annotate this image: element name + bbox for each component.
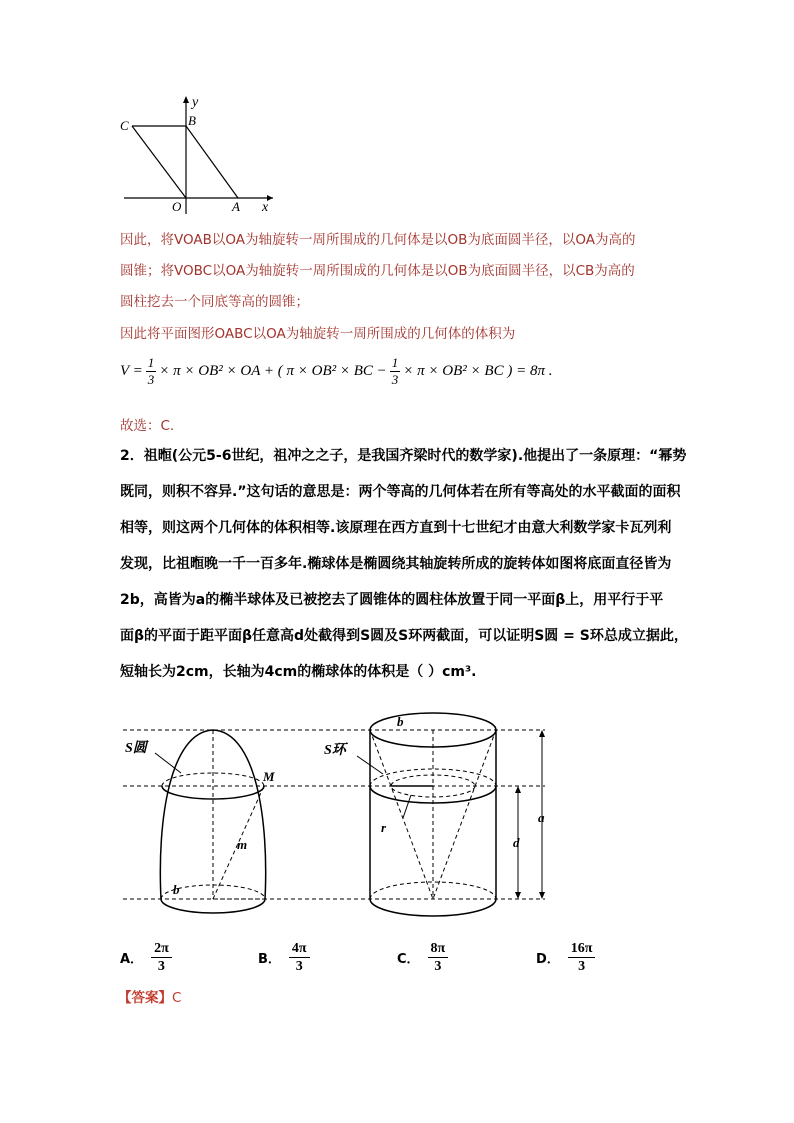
label-s-circle: S圆: [125, 741, 147, 756]
label-c: C: [120, 118, 129, 133]
label-b-left: b: [173, 882, 180, 897]
question-line-2: 既同，则积不容异.”这句话的意思是：两个等高的几何体若在所有等高处的水平截面的面积: [120, 484, 681, 500]
label-r: r: [381, 820, 387, 835]
a-arrow-bottom: [539, 892, 545, 899]
segment-co: [132, 126, 186, 198]
solids-figure: [115, 700, 565, 920]
y-arrow: [183, 96, 189, 103]
label-b: B: [188, 113, 196, 128]
cone-left-edge: [370, 730, 433, 899]
fraction-one-third: $\frac{1}{3}$: [147, 355, 155, 387]
label-a: A: [232, 199, 240, 214]
solution-line-1: 因此，将VOAB以OA为轴旋转一周所围成的几何体是以OB为底面圆半径，以OA为高的: [120, 232, 636, 248]
label-b-top: b: [397, 714, 404, 729]
label-a: a: [538, 810, 545, 825]
solution-line-3: 圆柱挖去一个同底等高的圆锥；: [120, 294, 309, 310]
label-m-segment: m: [237, 837, 248, 852]
label-m-point: M: [263, 769, 275, 784]
answer-line: [118, 986, 181, 1006]
solution-line-2: 圆锥；将VOBC以OA为轴旋转一周所围成的几何体是以OB为底面圆半径，以CB为高的: [120, 263, 635, 279]
d-arrow-top: [515, 786, 521, 793]
a-arrow-top: [539, 730, 545, 737]
cylinder-section-back: [370, 769, 496, 786]
segment-ba: [186, 126, 238, 198]
question-block: [120, 438, 690, 690]
option-d-fraction: $\frac{16\pi}{3}$: [568, 940, 596, 975]
ellipsoid-base-front: [161, 899, 265, 913]
label-x: x: [262, 200, 269, 215]
label-o: O: [172, 199, 182, 214]
option-b-fraction: $\frac{4\pi}{3}$: [289, 940, 310, 975]
coordinate-figure: [110, 92, 290, 217]
formula-v: V =: [120, 363, 143, 379]
question-line-3: 相等，则这两个几何体的体积相等.该原理在西方直到十七世纪才由意大利数学家卡瓦列利: [120, 520, 672, 536]
cone-right-edge: [433, 730, 496, 899]
volume-formula: [120, 355, 552, 388]
question-line-5: 2b，高皆为a的椭半球体及已被挖去了圆锥体的圆柱体放置于同一平面β上，用平行于平: [120, 592, 664, 608]
label-d: d: [513, 835, 520, 850]
r-pointer: [403, 795, 411, 818]
answer-value: C: [172, 990, 182, 1006]
option-b[interactable]: B． $\frac{4\pi}{3}$: [258, 940, 310, 975]
formula-part-2: × π × OB² × BC ) = 8π .: [403, 363, 553, 379]
label-s-ring: S环: [324, 743, 346, 758]
fraction-one-third-2: $\frac{1}{3}$: [391, 355, 399, 387]
question-line-1: 2．祖暅(公元5-6世纪，祖冲之之子，是我国齐梁时代的数学家).他提出了一条原理：“幂势: [120, 448, 687, 464]
question-line-4: 发现，比祖暅晚一千一百多年.椭球体是椭圆绕其轴旋转所成的旋转体如图将底面直径皆为: [120, 556, 672, 572]
option-c-fraction: $\frac{8\pi}{3}$: [428, 940, 449, 975]
option-c[interactable]: C． $\frac{8\pi}{3}$: [397, 940, 448, 975]
label-y: y: [192, 95, 199, 110]
d-arrow-bottom: [515, 892, 521, 899]
solution-line-4: 因此将平面图形OABC以OA为轴旋转一周所围成的几何体的体积为: [120, 326, 516, 342]
formula-part-1: × π × OB² × OA + ( π × OB² × BC −: [159, 363, 387, 379]
question-line-7: 短轴长为2cm，长轴为4cm的椭球体的体积是（ ）cm³.: [120, 664, 477, 680]
option-a[interactable]: A． $\frac{2\pi}{3}$: [120, 940, 172, 975]
cylinder-base-front: [370, 899, 496, 916]
choice-answer: 故选：C.: [120, 418, 175, 434]
option-d[interactable]: D． $\frac{16\pi}{3}$: [536, 940, 595, 975]
option-a-fraction: $\frac{2\pi}{3}$: [151, 940, 172, 975]
answer-tag: 【答案】: [118, 990, 172, 1006]
question-line-6: 面β的平面于距平面β任意高d处截得到S圆及S环两截面，可以证明S圆 = S环总成立据此，: [120, 628, 688, 644]
